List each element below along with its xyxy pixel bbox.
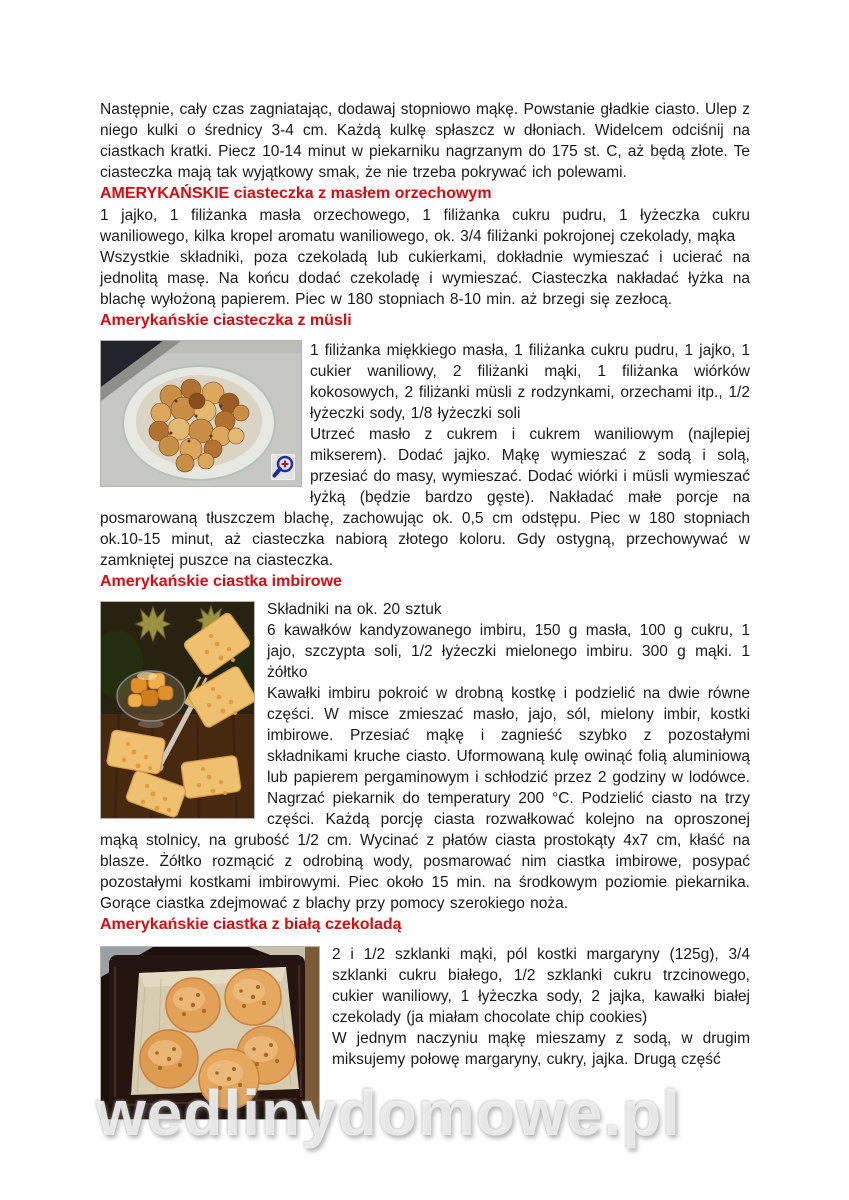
section-heading-white-chocolate: Amerykańskie ciastka z białą czekoladą <box>100 916 402 933</box>
musli-media-block <box>100 340 750 571</box>
white-chocolate-cookies-photo <box>100 946 320 1120</box>
zoom-icon[interactable] <box>271 454 295 480</box>
white-chocolate-photo-illustration <box>101 947 319 1119</box>
musli-cookies-photo <box>100 340 302 487</box>
musli-ingredients-paragraph: 1 filiżanka miękkiego masła, 1 filiżanka cukru pudru, 1 jajko, 1 cukier waniliowy, 2 filiżanki mąki, 1 filiżanka wiórków kokosowych, 2 filiżanki müsli z rodzynkami, orzechami itp., 1/2 łyżeczki sody, 1/8 łyżeczki soli <box>310 342 750 422</box>
white-chocolate-media-block <box>100 944 750 1070</box>
document-content <box>100 99 750 1128</box>
musli-method-paragraph: Utrzeć masło z cukrem i cukrem waniliowym (najlepiej mikserem). Dodać jajko. Mąkę wymieszać z sodą i solą, przesiać do masy, wymieszać. Dodać wiórki i müsli wymieszać łyżką (będzie bardzo gęste). Nakładać małe porcje na posmarowaną tłuszczem blachę, zachowując ok. 0,5 cm odstępu. Piec w 180 stopniach ok.10-15 minut, aż ciasteczka nabiorą złotego koloru. Gdy ostygną, przechowywać w zamkniętej puszce na ciasteczka. <box>100 426 750 569</box>
section-heading-peanut-butter: AMERYKAŃSKIE ciasteczka z masłem orzechowym <box>100 185 492 202</box>
section-heading-musli: Amerykańskie ciasteczka z müsli <box>100 312 352 329</box>
watermark-text: wedlinydomowe.pl <box>96 1077 681 1149</box>
ginger-media-block <box>100 599 750 914</box>
white-chocolate-ingredients-paragraph: 2 i 1/2 szklanki mąki, pól kostki margaryny (125g), 3/4 szklanki cukru białego, 1/2 szklanki cukru trzcinowego, cukier waniliowy, 1 łyżeczka sody, 2 jajka, kawałki białej czekolady (ja miałam chocolate chip cookies) <box>332 946 750 1026</box>
white-chocolate-method-paragraph: W jednym naczyniu mąkę mieszamy z sodą, w drugim miksujemy połowę margaryny, cukry, jajka. Drugą część <box>332 1030 750 1068</box>
section-heading-ginger: Amerykańskie ciastka imbirowe <box>100 573 342 590</box>
peanut-ingredients-paragraph: 1 jajko, 1 filiżanka masła orzechowego, 1 filiżanka cukru pudru, 1 łyżeczka cukru waniliowego, kilka kropel aromatu waniliowego, ok. 3/4 filiżanki pokrojonej czekolady, mąka <box>100 207 750 245</box>
ginger-method-paragraph: Kawałki imbiru pokroić w drobną kostkę i podzielić na dwie równe części. W misce zmieszać masło, jajo, sól, mielony imbir, kostki imbirowe. Przesiać mąkę i zagnieść szybko z pozostałymi składnikami kruche ciasto. Uformowaną kulę owinąć folią aluminiową lub papierem pergaminowym i schłodzić przez 2 godziny w lodówce. Nagrzać piekarnik do temperatury 200 °C. Podzielić ciasto na trzy części. Każdą porcję ciasta rozwałkować kolejno na oproszonej mąką stolnicy, na grubość 1/2 cm. Wycinać z płatów ciasta prostokąty 4x7 cm, kłaść na blasze. Żółtko rozmącić z odrobiną wody, posmarować nim ciastka imbirowe, posypać pozostałymi kostkami imbirowymi. Piec około 15 min. na środkowym poziomie piekarnika. Gorące ciastka zdejmować z blachy przy pomocy szerokiego noża. <box>100 685 750 912</box>
intro-paragraph: Następnie, cały czas zagniatając, dodawaj stopniowo mąkę. Powstanie gładkie ciasto. Ulep z niego kulki o średnicy 3-4 cm. Każdą kulkę spłaszcz w dłoniach. Widelcem odciśnij na ciastkach kratki. Piecz 10-14 minut w piekarniku nagrzanym do 175 st. C, aż będą złote. Te ciasteczka mają tak wyjątkowy smak, że nie trzeba pokrywać ich polewami. <box>100 101 750 181</box>
ginger-servings-line: Składniki na ok. 20 sztuk <box>267 601 442 618</box>
ginger-photo-illustration <box>101 602 254 818</box>
ginger-cookies-photo <box>100 601 255 819</box>
ginger-ingredients-paragraph: 6 kawałków kandyzowanego imbiru, 150 g masła, 100 g cukru, 1 jajo, szczypta soli, 1/2 łyżeczki mielonego imbiru. 300 g mąki. 1 żółtko <box>267 622 750 681</box>
peanut-method-paragraph: Wszystkie składniki, poza czekoladą lub cukierkami, dokładnie wymieszać i ucierać na jednolitą masę. Na końcu dodać czekoladę i wymieszać. Ciasteczka nakładać łyżka na blachę wyłożoną papierem. Piec w 180 stopniach 8-10 min. aż brzegi się zezłocą. <box>100 249 750 308</box>
